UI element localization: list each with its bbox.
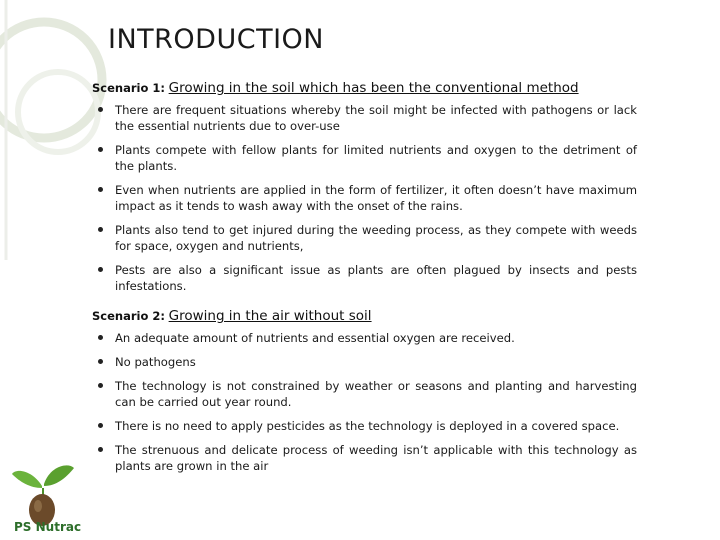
scenario-2-heading — [92, 308, 637, 324]
list-item: Plants compete with fellow plants for limited nutrients and oxygen to the detriment of the plants. — [92, 142, 637, 174]
bullet-icon — [98, 335, 103, 340]
slide-title: INTRODUCTION — [108, 24, 324, 55]
scenario-2-description: Growing in the air without soil — [168, 308, 372, 324]
scenario-2-list — [92, 330, 637, 474]
list-item: Even when nutrients are applied in the form of fertilizer, it often doesn’t have maximum impact as it tends to wash away with the onset of the rains. — [92, 182, 637, 214]
bullet-icon — [98, 383, 103, 388]
list-item: Pests are also a significant issue as plants are often plagued by insects and pests infestations. — [92, 262, 637, 294]
bullet-icon — [98, 227, 103, 232]
list-item: The technology is not constrained by weather or seasons and planting and harvesting can be carried out year round. — [92, 378, 637, 410]
bullet-icon — [98, 147, 103, 152]
bullet-icon — [98, 423, 103, 428]
list-item: There is no need to apply pesticides as the technology is deployed in a covered space. — [92, 418, 637, 434]
scenario-1-heading — [92, 80, 637, 96]
list-item: Plants also tend to get injured during the weeding process, as they compete with weeds for space, oxygen and nutrients, — [92, 222, 637, 254]
bullet-icon — [98, 447, 103, 452]
bullet-icon — [98, 267, 103, 272]
bullet-icon — [98, 359, 103, 364]
list-item: An adequate amount of nutrients and essential oxygen are received. — [92, 330, 637, 346]
bullet-icon — [98, 187, 103, 192]
bullet-icon — [98, 107, 103, 112]
logo-text: PS Nutrac — [14, 520, 82, 534]
list-item: The strenuous and delicate process of weeding isn’t applicable with this technology as plants are grown in the air — [92, 442, 637, 474]
slide-content — [92, 80, 637, 482]
scenario-2-label: Scenario 2: — [92, 309, 165, 323]
scenario-1-list — [92, 102, 637, 294]
scenario-1-label: Scenario 1: — [92, 81, 165, 95]
list-item: There are frequent situations whereby the soil might be infected with pathogens or lack the essential nutrients due to over-use — [92, 102, 637, 134]
list-item: No pathogens — [92, 354, 637, 370]
scenario-1-description: Growing in the soil which has been the conventional method — [168, 80, 579, 96]
